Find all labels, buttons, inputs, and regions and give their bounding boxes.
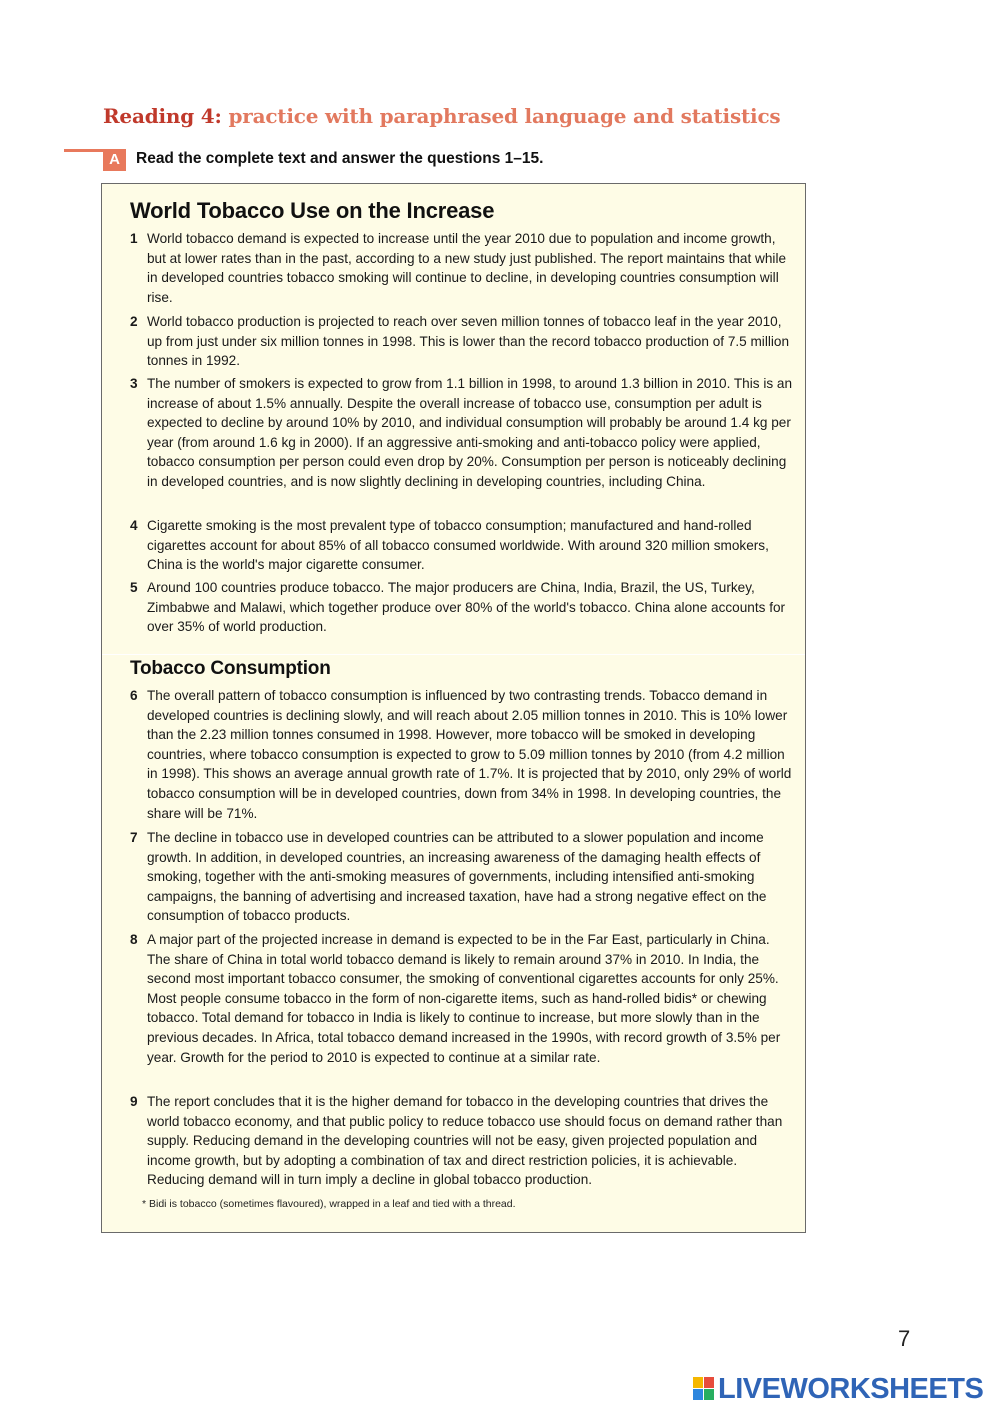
paragraph-text: World tobacco production is projected to reach over seven million tonnes of tobacco leaf in the year 2010, up from just under six million tonnes in 1998. This is lower than the record tobacco production of 7.5 million tonnes in 1992.	[147, 314, 790, 369]
section-subtitle: Tobacco Consumption	[130, 658, 331, 679]
liveworksheets-logo[interactable]	[693, 1374, 983, 1404]
paragraph-number: 4	[130, 518, 138, 533]
paragraph-text: World tobacco demand is expected to increase until the year 2010 due to population and income growth, but at lower rates than in the past, according to a new study just published. The report maintains that while in developed countries tobacco smoking will continue to decline, in developing countries consumption will rise.	[147, 231, 787, 305]
brand-name: LIVEWORKSHEETS	[718, 1372, 984, 1405]
paragraph-text: The number of smokers is expected to grow from 1.1 billion in 1998, to around 1.3 billion in 2010. This is an increase of about 1.5% annually. Despite the overall increase of tobacco use, consumption per adult is expected to decline by around 10% by 2010, and individual consumption will probably be around 1.4 kg per year (from around 1.6 kg in 2000). If an aggressive anti-smoking and anti-tobacco policy were applied, tobacco consumption per person could even drop by 20%. Consumption per person is noticeably declining in developed countries, and is now slightly declining in developing countries, including China.	[147, 376, 793, 489]
paragraph-number: 8	[130, 932, 138, 947]
paragraph-number: 3	[130, 376, 138, 391]
paragraph-text: Around 100 countries produce tobacco. The major producers are China, India, Brazil, the US, Turkey, Zimbabwe and Malawi, which together produce over 80% of the world's tobacco. China alone accounts for over 35% of world production.	[147, 580, 786, 635]
instruction-accent	[64, 149, 104, 169]
paragraph-text: The decline in tobacco use in developed countries can be attributed to a slower population and income growth. In addition, in developed countries, an increasing awareness of the damaging health effects of smoking, together with the anti-smoking measures of governments, including intensified anti-smoking campaigns, the banning of advertising and increased taxation, have had a strong negative effect on the consumption of tobacco products.	[147, 830, 767, 924]
section-divider	[102, 654, 805, 655]
paragraph-3	[130, 374, 795, 492]
paragraph-number: 7	[130, 830, 138, 845]
paragraph-number: 2	[130, 314, 138, 329]
paragraph-5	[130, 578, 795, 637]
reading-text-box	[101, 183, 806, 1233]
paragraph-text: The report concludes that it is the higher demand for tobacco in the developing countries that drives the world tobacco economy, and that public policy to reduce tobacco use should focus on demand rather than supply. Reducing demand in the developing countries will not be easy, given projected population and income growth, but by adopting a combination of tax and direct restriction policies, it is achievable. Reducing demand will in turn imply a decline in global tobacco production.	[147, 1094, 783, 1188]
footnote: * Bidi is tobacco (sometimes flavoured), wrapped in a leaf and tied with a thread.	[142, 1198, 516, 1210]
paragraph-8	[130, 930, 795, 1067]
section-badge: A	[103, 149, 126, 171]
paragraph-number: 1	[130, 231, 138, 246]
paragraph-6	[130, 686, 795, 823]
paragraph-text: A major part of the projected increase in demand is expected to be in the Far East, particularly in China. The share of China in total world tobacco demand is likely to remain around 37% in 2010. In India, the second most important tobacco consumer, the smoking of conventional cigarettes accounts for only 25%. Most people consume tobacco in the form of non-cigarette items, such as hand-rolled bidis* or chewing tobacco. Total demand for tobacco in India is likely to continue to increase, but more slowly than in the previous decades. In Africa, total tobacco demand increased in the 1990s, with record growth of 3.5% per year. Growth for the period to 2010 is expected to continue at a similar rate.	[147, 932, 781, 1065]
paragraph-text: Cigarette smoking is the most prevalent type of tobacco consumption; manufactured and hand-rolled cigarettes account for about 85% of all tobacco consumed worldwide. With around 320 million smokers, China is the world's major cigarette consumer.	[147, 518, 769, 573]
paragraph-number: 5	[130, 580, 138, 595]
instruction-text: Read the complete text and answer the questions 1–15.	[136, 150, 544, 167]
page-heading	[103, 104, 823, 128]
heading-subtitle: practice with paraphrased language and statistics	[221, 104, 781, 128]
paragraph-4	[130, 516, 795, 575]
paragraph-9	[130, 1092, 795, 1190]
page-number: 7	[898, 1326, 911, 1351]
article-title: World Tobacco Use on the Increase	[130, 198, 495, 223]
paragraph-7	[130, 828, 795, 926]
paragraph-number: 6	[130, 688, 138, 703]
paragraph-text: The overall pattern of tobacco consumption is influenced by two contrasting trends. Tobacco demand in developed countries is declining slowly, and will reach about 2.05 million tonnes in 2010. This is 10% lower than the 2.23 million tonnes consumed in 1998. However, more tobacco will be smoked in developing countries, where tobacco consumption is expected to grow to 5.09 million tonnes by 2010 (from 4.2 million in 1998). This shows an average annual growth rate of 1.7%. It is projected that by 2010, only 29% of world tobacco consumption will be in developed countries, down from 34% in 1998. In developing countries, the share will be 71%.	[147, 688, 792, 821]
liveworksheets-logo-icon	[693, 1377, 715, 1401]
paragraph-number: 9	[130, 1094, 138, 1109]
paragraph-2	[130, 312, 795, 371]
heading-lead: Reading 4:	[103, 104, 222, 128]
paragraph-1	[130, 229, 795, 307]
